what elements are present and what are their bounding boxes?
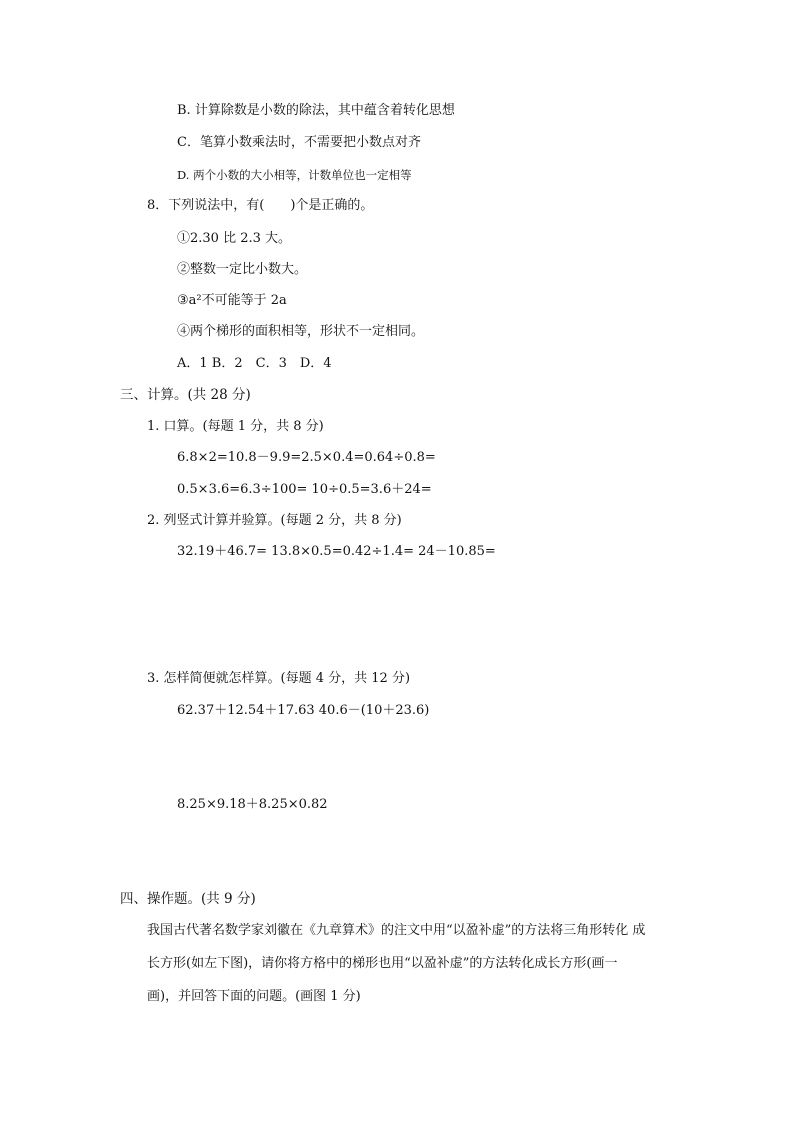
q7-option-c: C．笔算小数乘法时，不需要把小数点对齐 xyxy=(177,135,421,150)
q7-option-d: D. 两个小数的大小相等，计数单位也一定相等 xyxy=(177,168,412,182)
part1-row1: 6.8×2=10.8－9.9=2.5×0.4=0.64÷0.8= xyxy=(177,450,436,465)
part3-title: 3. 怎样简便就怎样算。(每题 4 分，共 12 分) xyxy=(147,671,411,686)
q8-statement-3: ③a²不可能等于 2a xyxy=(177,293,287,308)
q8-stem: 8．下列说法中，有( )个是正确的。 xyxy=(147,198,374,213)
part2-title: 2. 列竖式计算并验算。(每题 2 分，共 8 分) xyxy=(147,513,402,528)
q7-option-b: B. 计算除数是小数的除法，其中蕴含着转化思想 xyxy=(177,103,455,118)
q8-options: A．1 B．2 C．3 D．4 xyxy=(177,356,332,371)
section4-para-line2: 长方形(如左下图)，请你将方格中的梯形也用“以盈补虚”的方法转化成长方形(画一 xyxy=(147,956,618,971)
q8-statement-2: ②整数一定比小数大。 xyxy=(177,262,308,277)
part1-row2: 0.5×3.6=6.3÷100= 10÷0.5=3.6＋24= xyxy=(177,482,432,497)
part3-row2: 8.25×9.18＋8.25×0.82 xyxy=(177,797,328,812)
part1-title: 1. 口算。(每题 1 分，共 8 分) xyxy=(147,419,324,434)
section4-title: 四、操作题。(共 9 分) xyxy=(120,891,256,907)
part2-row1: 32.19＋46.7= 13.8×0.5=0.42÷1.4= 24－10.85= xyxy=(177,544,496,559)
section4-para-line3: 画)，并回答下面的问题。(画图 1 分) xyxy=(147,989,361,1004)
section3-title: 三、计算。(共 28 分) xyxy=(120,387,251,403)
part3-row1: 62.37＋12.54＋17.63 40.6－(10＋23.6) xyxy=(177,703,430,718)
section4-para-line1: 我国古代著名数学家刘徽在《九章算术》的注文中用“以盈补虚”的方法将三角形转化 成 xyxy=(147,923,646,938)
q8-statement-1: ①2.30 比 2.3 大。 xyxy=(177,231,292,246)
q8-statement-4: ④两个梯形的面积相等，形状不一定相同。 xyxy=(177,324,425,339)
